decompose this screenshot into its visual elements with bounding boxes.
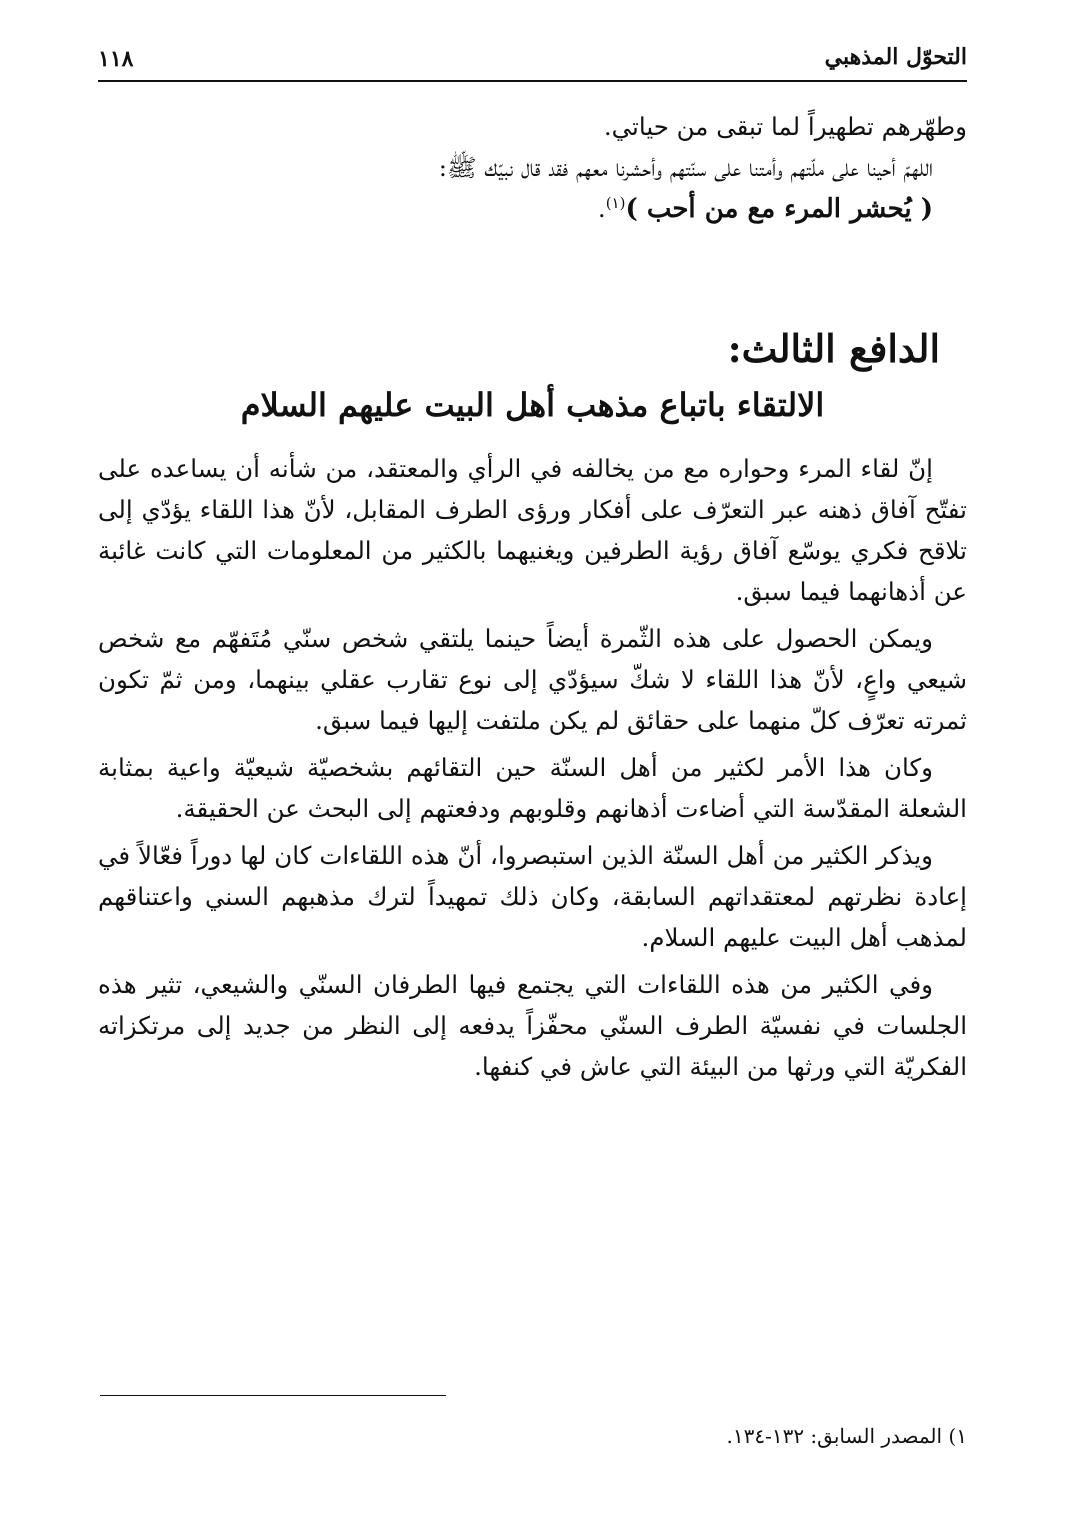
page-header: [98, 44, 967, 78]
section-subtitle: الالتقاء باتباع مذهب أهل البيت عليهم السلام: [240, 386, 825, 424]
hadith-quote: ( يُحشر المرء مع من أحب ): [625, 194, 933, 224]
quote-period: .: [597, 194, 606, 223]
body-text: [98, 448, 967, 1093]
intro-block: [98, 106, 967, 230]
paragraph-3: وكان هذا الأمر لكثير من أهل السنّة حين التقائهم بشخصيّة شيعيّة واعية بمثابة الشعلة المقدّسة التي أضاءت أذهانهم وقلوبهم ودفعتهم إلى البحث عن الحقيقة.: [98, 753, 967, 823]
footnote: ١) المصدر السابق: ١٣٢-١٣٤.: [726, 1424, 967, 1448]
paragraph-2: ويمكن الحصول على هذه الثّمرة أيضاً حينما يلتقي شخص سنّي مُتَفهّم مع شخص شيعي واعٍ، لأنّ هذا اللقاء لا شكّ سيؤدّي إلى نوع تقارب عقلي بينهما، ومن ثمّ تكون ثمرته تعرّف كلّ منهما على حقائق لم يكن ملتفت إليها فيما سبق.: [98, 624, 967, 735]
running-title: التحوّل المذهبي: [824, 44, 967, 70]
intro-line-1: وطهّرهم تطهيراً لما تبقى من حياتي.: [603, 112, 967, 141]
hadith-quote-line: [98, 188, 967, 230]
footnote-divider: [100, 1395, 446, 1396]
paragraph-4: ويذكر الكثير من أهل السنّة الذين استبصروا، أنّ هذه اللقاءات كان لها دوراً فعّالاً في إعادة نظرتهم لمعتقداتهم السابقة، وكان ذلك تمهيداً لترك مذهبهم السني واعتناقهم لمذهب أهل البيت عليهم السلام.: [98, 841, 967, 952]
paragraph-1: إنّ لقاء المرء وحواره مع من يخالفه في الرأي والمعتقد، من شأنه أن يساعده على تفتّح آفاق ذهنه عبر التعرّف على أفكار ورؤى الطرف المقابل، لأنّ هذا اللقاء يؤدّي إلى تلاقح فكري يوسّع آفاق رؤية الطرفين ويغنيهما بالكثير من المعلومات التي كانت غائبة عن أذهانهما فيما سبق.: [98, 454, 967, 606]
page-number: ١١٨: [98, 46, 134, 72]
paragraph-5: وفي الكثير من هذه اللقاءات التي يجتمع فيها الطرفان السنّي والشيعي، تثير هذه الجلسات في نفسيّة الطرف السنّي محفّزاً يدفعه إلى النظر من جديد إلى مرتكزاته الفكريّة التي ورثها من البيئة التي عاش في كنفها.: [98, 970, 967, 1081]
footnote-reference[interactable]: (١): [605, 193, 626, 212]
section-title: الدافع الثالث:: [727, 326, 940, 371]
intro-line-2: اللهمّ أحينا على ملّتهم وأمتنا على سنّتهم وأحشرنا معهم فقد قال نبيّك ﷺ:: [438, 153, 933, 182]
header-divider: [98, 80, 967, 82]
